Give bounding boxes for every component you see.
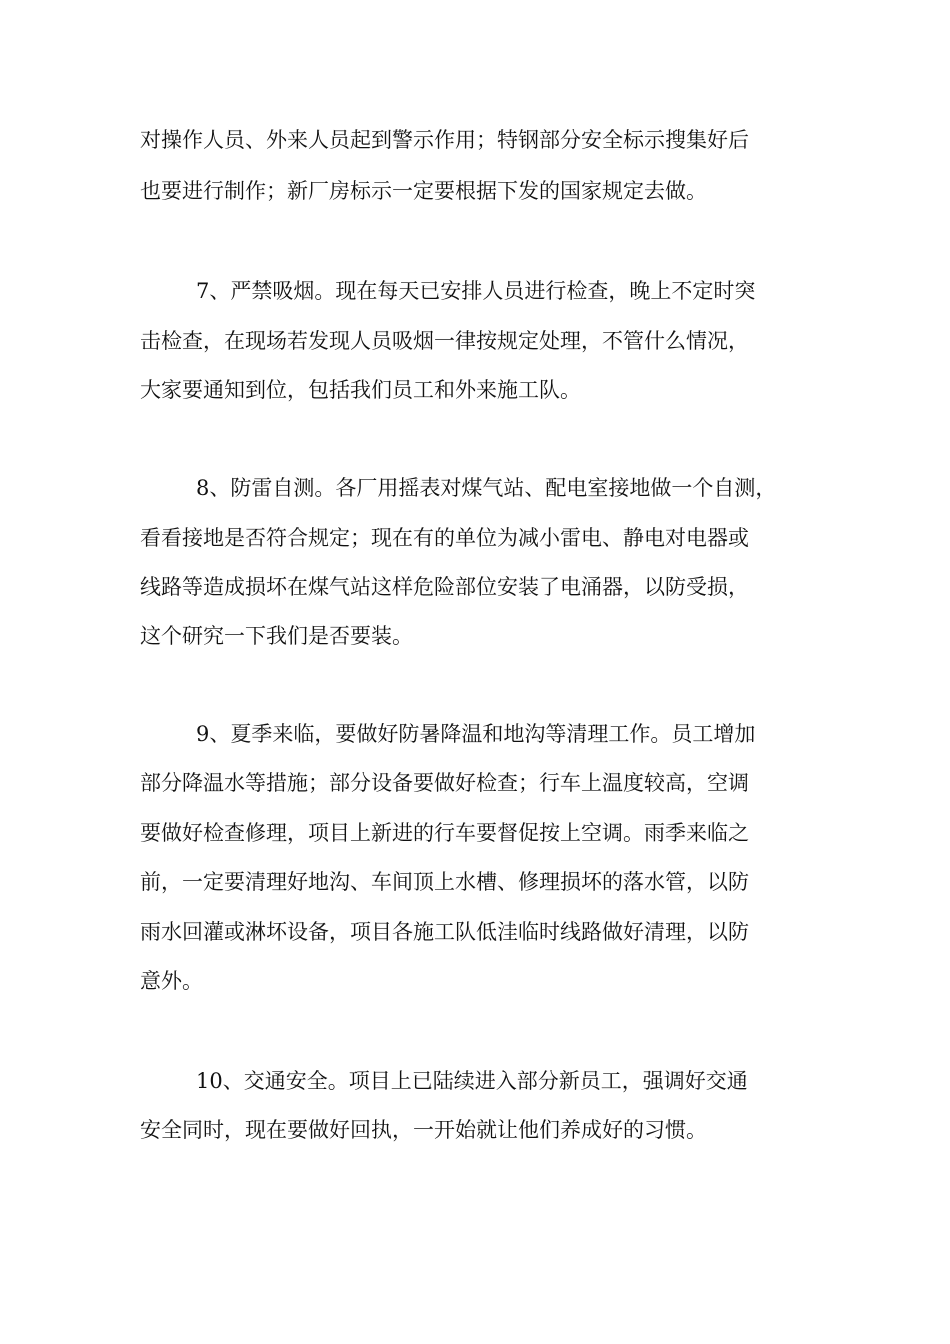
paragraph-1-line-1: 对操作人员、外来人员起到警示作用；特钢部分安全标示搜集好后 [140,128,749,152]
paragraph-9-line-1: 9、夏季来临，要做好防暑降温和地沟等清理工作。员工增加 [196,722,756,746]
paragraph-9-line-4: 前，一定要清理好地沟、车间顶上水槽、修理损坏的落水管，以防 [140,870,749,894]
paragraph-1-line-2: 也要进行制作；新厂房标示一定要根据下发的国家规定去做。 [140,179,707,203]
paragraph-7-line-3: 大家要通知到位，包括我们员工和外来施工队。 [140,378,581,402]
paragraph-9-line-5: 雨水回灌或淋坏设备，项目各施工队低洼临时线路做好清理，以防 [140,920,749,944]
paragraph-10-line-2: 安全同时，现在要做好回执，一开始就让他们养成好的习惯。 [140,1118,707,1142]
paragraph-7-line-2: 击检查，在现场若发现人员吸烟一律按规定处理，不管什么情况， [140,329,749,353]
paragraph-7-line-1: 7、严禁吸烟。现在每天已安排人员进行检查，晚上不定时突 [196,279,756,303]
paragraph-9-line-6: 意外。 [140,969,203,993]
paragraph-9-line-3: 要做好检查修理，项目上新进的行车要督促按上空调。雨季来临之 [140,821,749,845]
paragraph-8-line-3: 线路等造成损坏在煤气站这样危险部位安装了电涌器，以防受损， [140,575,749,599]
paragraph-9-line-2: 部分降温水等措施；部分设备要做好检查；行车上温度较高，空调 [140,771,749,795]
paragraph-8-line-1: 8、防雷自测。各厂用摇表对煤气站、配电室接地做一个自测， [196,476,777,500]
paragraph-8-line-2: 看看接地是否符合规定；现在有的单位为减小雷电、静电对电器或 [140,526,749,550]
paragraph-10-line-1: 10、交通安全。项目上已陆续进入部分新员工，强调好交通 [196,1069,748,1093]
paragraph-8-line-4: 这个研究一下我们是否要装。 [140,624,413,648]
